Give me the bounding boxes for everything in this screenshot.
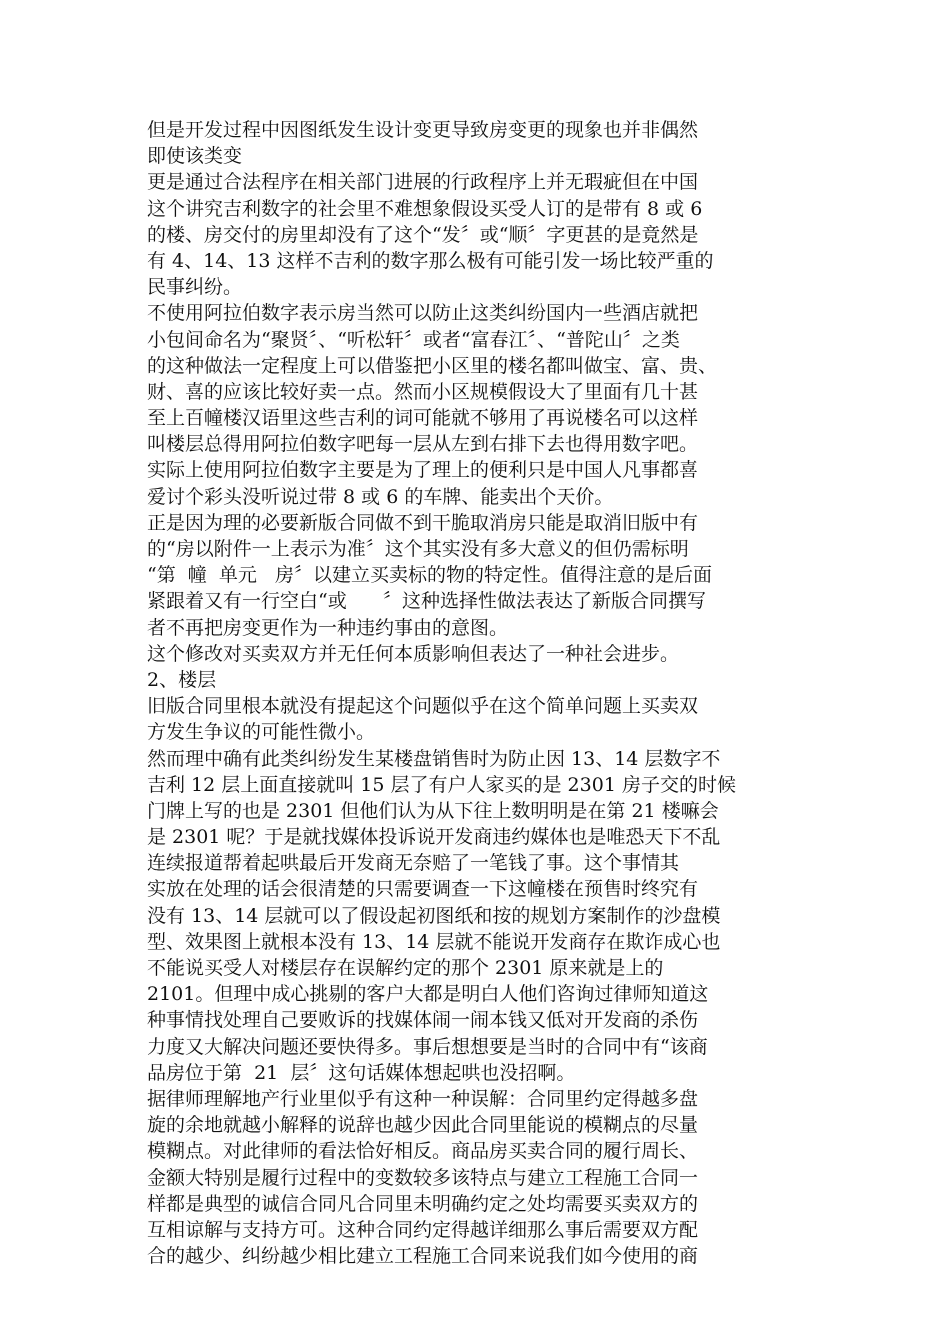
text-line: 金额大特别是履行过程中的变数较多该特点与建立工程施工合同一 <box>147 1166 699 1189</box>
text-line: 小包间命名为“聚贤〞、“听松轩〞或者“富春江〞、“普陀山〞之类 <box>147 328 680 351</box>
text-line: 即使该类变 <box>147 145 243 168</box>
text-line: 品房位于第 21 层〞这句话媒体想起哄也没招啊。 <box>147 1061 576 1084</box>
text-line: 实际上使用阿拉伯数字主要是为了理上的便利只是中国人凡事都喜 <box>147 459 699 482</box>
text-line: 门牌上写的也是 2301 但他们认为从下往上数明明是在第 21 楼嘛会 <box>147 799 719 822</box>
text-line: 旋的余地就越小解释的说辞也越少因此合同里能说的模糊点的尽量 <box>147 1114 699 1137</box>
text-line: 型、效果图上就根本没有 13、14 层就不能说开发商存在欺诈成心也 <box>147 930 721 953</box>
text-line: 样都是典型的诚信合同凡合同里未明确约定之处均需要买卖双方的 <box>147 1192 699 1215</box>
text-line: 这个讲究吉利数字的社会里不难想象假设买受人订的是带有 8 或 6 <box>147 197 703 220</box>
text-line: 据律师理解地产行业里似乎有这种一种误解：合同里约定得越多盘 <box>147 1087 699 1110</box>
section-heading: 2、楼层 <box>147 668 217 691</box>
text-line: 种事情找处理自己要败诉的找媒体闹一闹本钱又低对开发商的杀伤 <box>147 1009 699 1032</box>
text-line: 紧跟着又有一行空白“或 〞这种选择性做法表达了新版合同撰写 <box>147 590 706 613</box>
text-line: 至上百幢楼汉语里这些吉利的词可能就不够用了再说楼名可以这样 <box>147 407 699 430</box>
text-line: 互相谅解与支持方可。这种合同约定得越详细那么事后需要双方配 <box>147 1218 699 1241</box>
text-line: 财、喜的应该比较好卖一点。然而小区规模假设大了里面有几十甚 <box>147 380 699 403</box>
text-line: 实放在处理的话会很清楚的只需要调查一下这幢楼在预售时终究有 <box>147 878 699 901</box>
text-line: 但是开发过程中因图纸发生设计变更导致房变更的现象也并非偶然 <box>147 119 699 141</box>
text-line: 连续报道帮着起哄最后开发商无奈赔了一笔钱了事。这个事情其 <box>147 852 680 875</box>
text-line: 不使用阿拉伯数字表示房当然可以防止这类纠纷国内一些酒店就把 <box>147 302 699 325</box>
text-line: “第 幢 单元 房〞以建立买卖标的物的特定性。值得注意的是后面 <box>147 564 712 587</box>
text-line: 力度又大解决问题还要快得多。事后想想要是当时的合同中有“该商 <box>147 1035 708 1058</box>
text-line: 叫楼层总得用阿拉伯数字吧每一层从左到右排下去也得用数字吧。 <box>147 433 699 456</box>
text-line: 这个修改对买卖双方并无任何本质影响但表达了一种社会进步。 <box>147 642 680 665</box>
text-line: 民事纠纷。 <box>147 276 243 299</box>
text-line: 没有 13、14 层就可以了假设起初图纸和按的规划方案制作的沙盘模 <box>147 904 721 927</box>
text-line: 更是通过合法程序在相关部门进展的行政程序上并无瑕疵但在中国 <box>147 171 699 194</box>
text-line: 的楼、房交付的房里却没有了这个“发〞或“顺〞字更甚的是竟然是 <box>147 223 699 246</box>
text-line: 然而理中确有此类纠纷发生某楼盘销售时为防止因 13、14 层数字不 <box>147 747 721 770</box>
text-line: 吉利 12 层上面直接就叫 15 层了有户人家买的是 2301 房子交的时候 <box>147 773 736 796</box>
text-line: 是 2301 呢？于是就找媒体投诉说开发商违约媒体也是唯恐天下不乱 <box>147 826 721 849</box>
text-line: 爱讨个彩头没听说过带 8 或 6 的车牌、能卖出个天价。 <box>147 485 614 508</box>
text-line: 旧版合同里根本就没有提起这个问题似乎在这个简单问题上买卖双 <box>147 695 699 718</box>
text-line: 正是因为理的必要新版合同做不到干脆取消房只能是取消旧版中有 <box>147 511 699 534</box>
text-line: 方发生争议的可能性微小。 <box>147 721 376 744</box>
text-line: 有 4、14、13 这样不吉利的数字那么极有可能引发一场比较严重的 <box>147 249 714 272</box>
text-line: 模糊点。对此律师的看法恰好相反。商品房买卖合同的履行周长、 <box>147 1140 699 1163</box>
text-line: 的“房以附件一上表示为准〞这个其实没有多大意义的但仍需标明 <box>147 538 689 560</box>
text-line: 不能说买受人对楼层存在误解约定的那个 2301 原来就是上的 <box>147 957 664 979</box>
document-body <box>147 117 807 1269</box>
text-line: 者不再把房变更作为一种违约事由的意图。 <box>147 616 509 639</box>
text-line: 合的越少、纠纷越少相比建立工程施工合同来说我们如今使用的商 <box>147 1245 699 1268</box>
text-line: 的这种做法一定程度上可以借鉴把小区里的楼名都叫做宝、富、贵、 <box>147 354 718 377</box>
text-line: 2101。但理中成心挑剔的客户大都是明白人他们咨询过律师知道这 <box>147 983 709 1006</box>
